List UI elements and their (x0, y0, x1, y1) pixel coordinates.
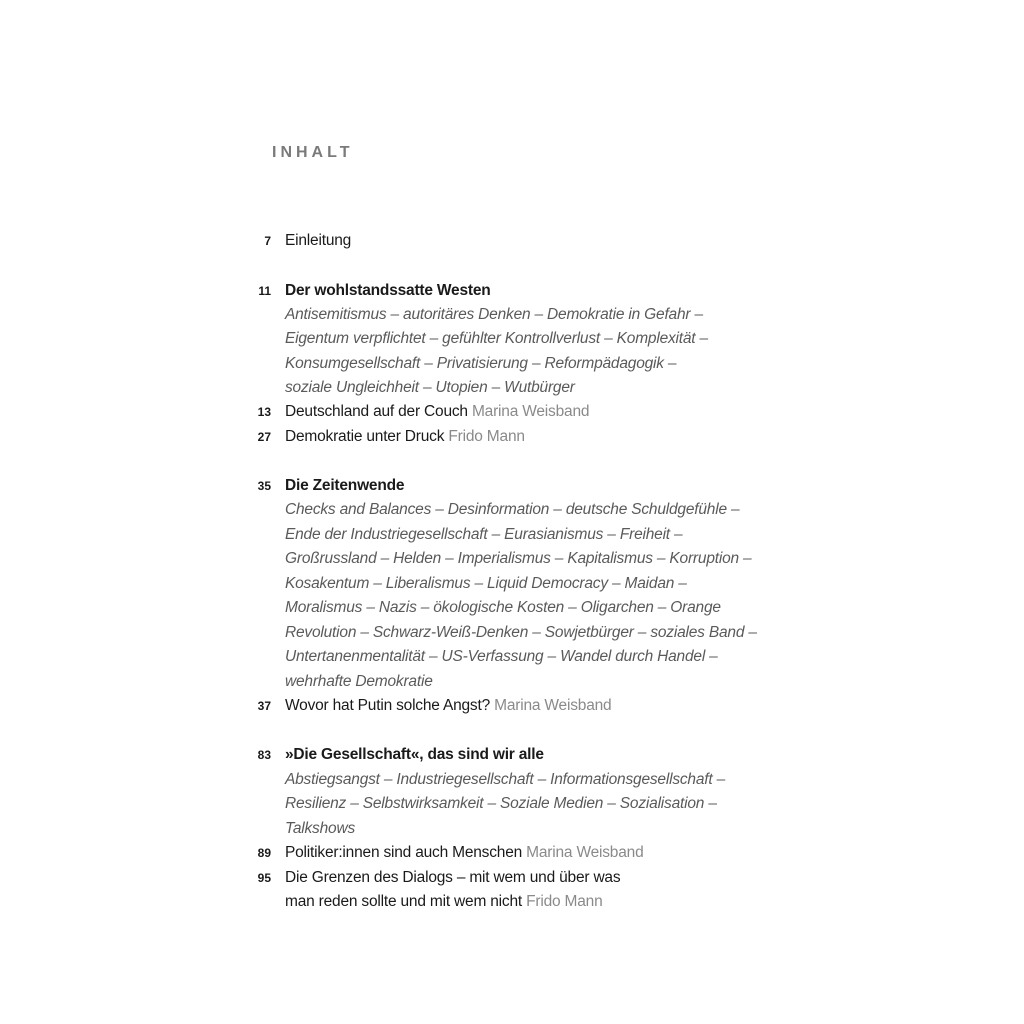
entry-author: Frido Mann (526, 893, 603, 910)
topic-line: Talkshows (285, 820, 355, 837)
entry-line (285, 400, 589, 424)
entry-title: Die Grenzen des Dialogs – mit wem und über was (285, 869, 621, 886)
entry-author: Marina Weisband (494, 697, 612, 714)
entry-title: Demokratie unter Druck (285, 428, 445, 445)
topic-line: Großrussland – Helden – Imperialismus – Kapitalismus – Korruption – (285, 550, 752, 567)
topic-line: wehrhafte Demokratie (285, 673, 433, 690)
topic-line: Antisemitismus – autoritäres Denken – Demokratie in Gefahr – (285, 306, 703, 323)
topic-line: Moralismus – Nazis – ökologische Kosten – Oligarchen – Orange (285, 599, 721, 616)
page-number: 35 (257, 479, 271, 493)
entry-line (285, 425, 525, 449)
entry-line (285, 890, 603, 914)
entry-title: man reden sollte und mit wem nicht (285, 893, 523, 910)
topic-line: Eigentum verpflichtet – gefühlter Kontrollverlust – Komplexität – (285, 330, 708, 347)
page-number: 95 (257, 871, 271, 885)
entry-title: Wovor hat Putin solche Angst? (285, 697, 491, 714)
entry-author: Marina Weisband (526, 844, 644, 861)
topic-line: Resilienz – Selbstwirksamkeit – Soziale Medien – Sozialisation – (285, 795, 717, 812)
entry-title: Einleitung (285, 232, 352, 249)
topic-line: Ende der Industriegesellschaft – Eurasianismus – Freiheit – (285, 526, 683, 543)
toc-heading: INHALT (272, 144, 354, 161)
entry-title: Deutschland auf der Couch (285, 403, 468, 420)
topic-line: Untertanenmentalität – US-Verfassung – Wandel durch Handel – (285, 648, 718, 665)
page-number: 7 (264, 234, 271, 248)
section-title: »Die Gesellschaft«, das sind wir alle (285, 746, 544, 763)
entry-title: Politiker:innen sind auch Menschen (285, 844, 523, 861)
topic-line: Checks and Balances – Desinformation – deutsche Schuldgefühle – (285, 501, 740, 518)
topic-line: Revolution – Schwarz-Weiß-Denken – Sowjetbürger – soziales Band – (285, 624, 757, 641)
page-number: 89 (257, 846, 271, 860)
page-number: 11 (258, 284, 271, 298)
page-number: 13 (257, 405, 271, 419)
entry-author: Marina Weisband (471, 403, 590, 420)
topic-line: Abstiegsangst – Industriegesellschaft – Informationsgesellschaft – (285, 771, 726, 788)
entry-line (285, 694, 611, 718)
page-number: 83 (257, 748, 271, 762)
section-title: Der wohlstandssatte Westen (285, 282, 491, 299)
entry-line (285, 841, 644, 865)
topic-line: soziale Ungleichheit – Utopien – Wutbürger (285, 379, 575, 396)
entry-author: Frido Mann (448, 428, 525, 445)
page-number: 27 (257, 430, 271, 444)
topic-line: Konsumgesellschaft – Privatisierung – Reformpädagogik – (285, 355, 677, 372)
page-number: 37 (257, 699, 271, 713)
topic-line: Kosakentum – Liberalismus – Liquid Democracy – Maidan – (285, 575, 687, 592)
section-title: Die Zeitenwende (285, 477, 405, 494)
